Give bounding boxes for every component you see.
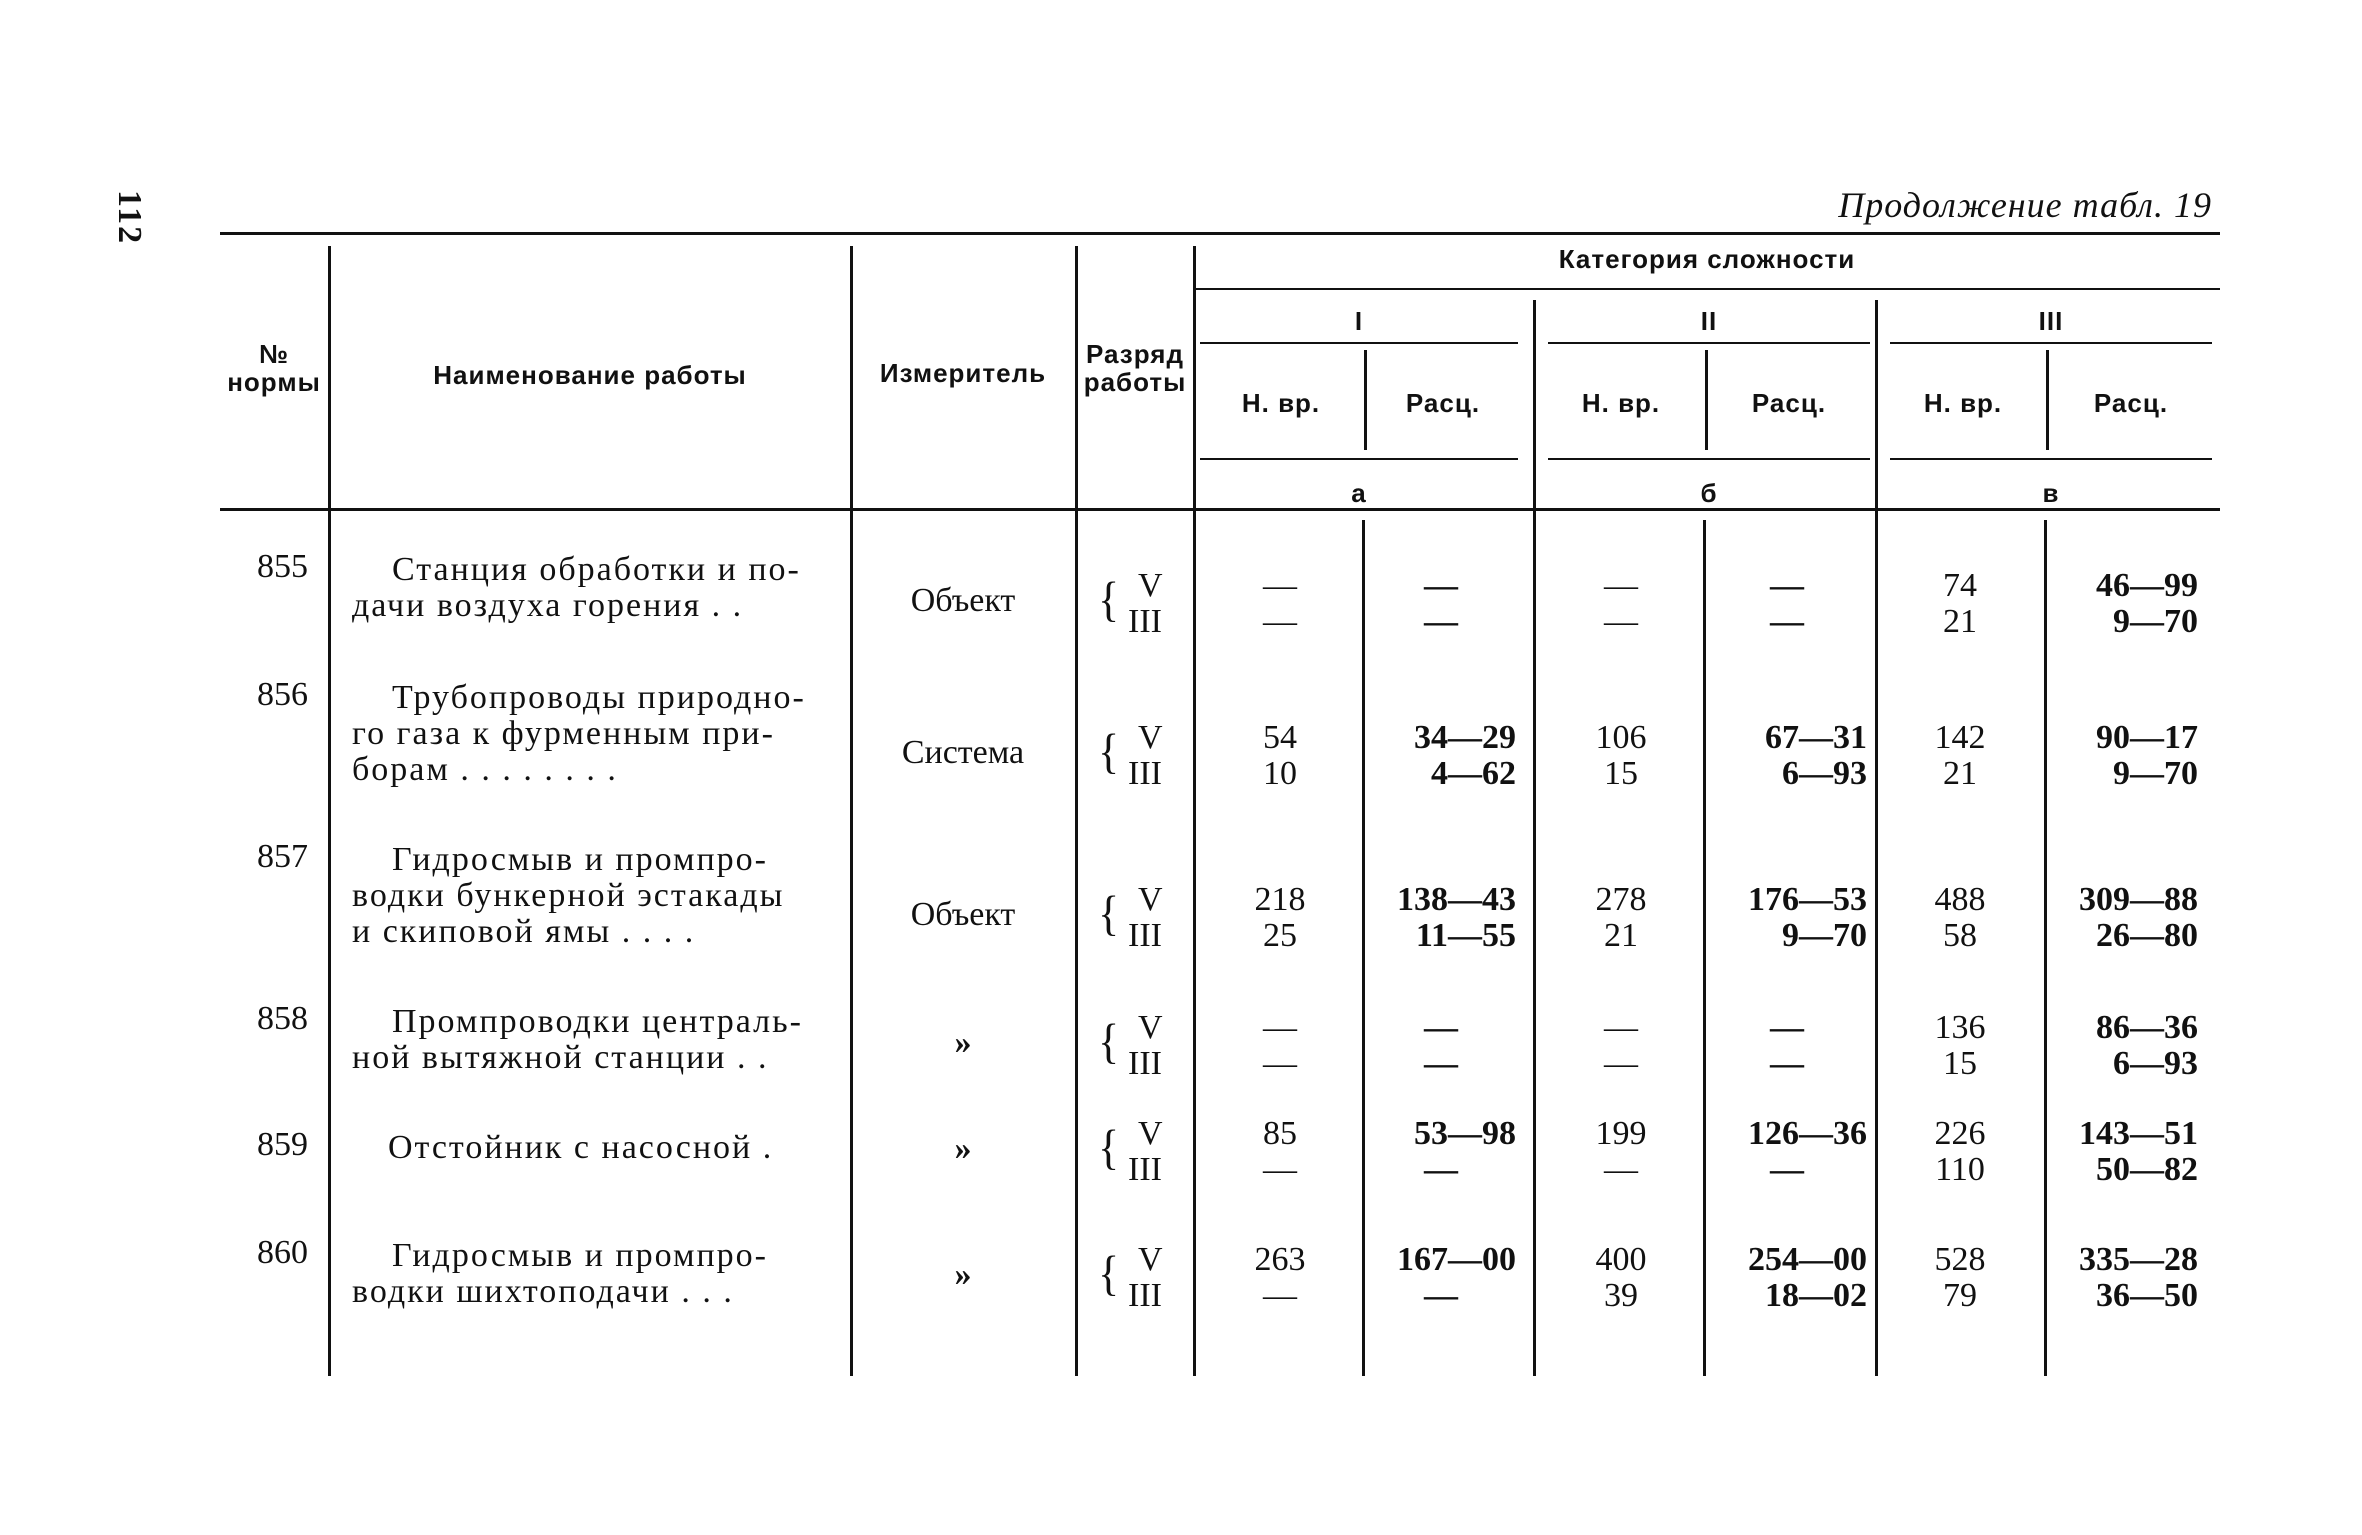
- norm-number: 858: [257, 1000, 308, 1037]
- value-cell: —: [1604, 1151, 1638, 1188]
- continuation-title: Продолжение табл. 19: [1838, 185, 2212, 225]
- value-cell: 74: [1943, 567, 1977, 604]
- col-rule-4: [1193, 246, 1196, 1376]
- norm-number: 855: [257, 548, 308, 585]
- value-cell: 136: [1934, 1009, 1986, 1046]
- header-category: Категория сложности: [1558, 244, 1856, 274]
- value-cell: 106: [1595, 719, 1647, 756]
- value-cell: 34—29: [1414, 719, 1516, 756]
- measure-unit: Объект: [910, 896, 1016, 933]
- header-group-2-letter: б: [1700, 478, 1718, 508]
- work-name-line: Промпроводки централь-: [392, 1003, 803, 1040]
- value-cell: 142: [1934, 719, 1986, 756]
- grade-value: V: [1138, 1115, 1163, 1152]
- value-cell: —: [1424, 1151, 1458, 1188]
- value-cell: 90—17: [2096, 719, 2198, 756]
- col-rule-8: [1875, 300, 1878, 1376]
- header-grade: [1079, 340, 1191, 396]
- grade-value: III: [1128, 755, 1162, 792]
- value-cell: —: [1263, 1009, 1297, 1046]
- value-cell: 278: [1595, 881, 1647, 918]
- group-rule-3: [1890, 342, 2212, 344]
- header-grade-line-1: Разряд: [1086, 339, 1184, 369]
- page-number: 112: [111, 190, 148, 246]
- header-rasc-1: Расц.: [1405, 388, 1481, 418]
- value-cell: 21: [1604, 917, 1638, 954]
- value-cell: 54: [1263, 719, 1297, 756]
- value-cell: —: [1770, 1045, 1804, 1082]
- value-cell: 176—53: [1748, 881, 1867, 918]
- value-cell: 50—82: [2096, 1151, 2198, 1188]
- grade-value: III: [1128, 917, 1162, 954]
- header-nvr-2: Н. вр.: [1581, 388, 1661, 418]
- value-cell: —: [1770, 603, 1804, 640]
- subhead-rule-2: [1548, 458, 1870, 460]
- group-rule-1: [1200, 342, 1518, 344]
- header-group-1-roman: I: [1354, 306, 1364, 336]
- col-rule-9-head: [2046, 350, 2049, 450]
- value-cell: 26—80: [2096, 917, 2198, 954]
- value-cell: 263: [1254, 1241, 1306, 1278]
- header-no: [222, 340, 326, 396]
- value-cell: —: [1263, 603, 1297, 640]
- header-measure: Измеритель: [879, 358, 1047, 388]
- work-name-line: Гидросмыв и промпро-: [392, 1237, 768, 1274]
- col-rule-7-body: [1703, 520, 1706, 1376]
- value-cell: 199: [1595, 1115, 1647, 1152]
- value-cell: 15: [1604, 755, 1638, 792]
- grade-brace: {: [1098, 572, 1120, 627]
- value-cell: 46—99: [2096, 567, 2198, 604]
- category-rule: [1195, 288, 2220, 290]
- work-name-line: водки бункерной эстакады: [352, 877, 785, 914]
- col-rule-5-head: [1364, 350, 1367, 450]
- norm-number: 856: [257, 676, 308, 713]
- header-nvr-1: Н. вр.: [1241, 388, 1321, 418]
- value-cell: —: [1263, 1277, 1297, 1314]
- header-group-2-roman: II: [1700, 306, 1718, 336]
- header-group-3-roman: III: [2038, 306, 2064, 336]
- work-name-line: Трубопроводы природно-: [392, 679, 806, 716]
- norm-number: 860: [257, 1234, 308, 1271]
- group-rule-2: [1548, 342, 1870, 344]
- col-rule-7-head: [1705, 350, 1708, 450]
- value-cell: 18—02: [1765, 1277, 1867, 1314]
- col-rule-3: [1075, 246, 1078, 1376]
- top-rule: [220, 232, 2220, 235]
- work-name-line: борам . . . . . . . .: [352, 751, 618, 788]
- value-cell: —: [1770, 1009, 1804, 1046]
- value-cell: 86—36: [2096, 1009, 2198, 1046]
- col-rule-9-body: [2044, 520, 2047, 1376]
- value-cell: 36—50: [2096, 1277, 2198, 1314]
- header-nvr-3: Н. вр.: [1923, 388, 2003, 418]
- value-cell: 335—28: [2079, 1241, 2198, 1278]
- header-name: Наименование работы: [433, 360, 747, 390]
- measure-unit: »: [954, 1130, 972, 1167]
- header-rasc-3: Расц.: [2093, 388, 2169, 418]
- norm-number: 857: [257, 838, 308, 875]
- value-cell: 488: [1934, 881, 1986, 918]
- value-cell: —: [1604, 567, 1638, 604]
- value-cell: —: [1263, 567, 1297, 604]
- value-cell: —: [1424, 1009, 1458, 1046]
- value-cell: 21: [1943, 603, 1977, 640]
- work-name-line: и скиповой ямы . . . .: [352, 913, 696, 950]
- value-cell: 126—36: [1748, 1115, 1867, 1152]
- value-cell: 110: [1935, 1151, 1985, 1188]
- value-cell: 39: [1604, 1277, 1638, 1314]
- col-rule-2: [850, 246, 853, 1376]
- value-cell: 254—00: [1748, 1241, 1867, 1278]
- header-grade-line-2: работы: [1083, 367, 1187, 397]
- value-cell: 9—70: [1782, 917, 1867, 954]
- grade-value: V: [1138, 567, 1163, 604]
- grade-brace: {: [1098, 886, 1120, 941]
- grade-value: V: [1138, 1241, 1163, 1278]
- value-cell: —: [1424, 1045, 1458, 1082]
- value-cell: 58: [1943, 917, 1977, 954]
- value-cell: 21: [1943, 755, 1977, 792]
- norm-number: 859: [257, 1126, 308, 1163]
- grade-brace: {: [1098, 1246, 1120, 1301]
- value-cell: —: [1424, 567, 1458, 604]
- value-cell: 11—55: [1415, 917, 1516, 954]
- grade-value: III: [1128, 1045, 1162, 1082]
- value-cell: 9—70: [2113, 755, 2198, 792]
- work-name-line: Гидросмыв и промпро-: [392, 841, 768, 878]
- work-name-line: ной вытяжной станции . .: [352, 1039, 769, 1076]
- value-cell: 9—70: [2113, 603, 2198, 640]
- subhead-rule-1: [1200, 458, 1518, 460]
- value-cell: —: [1604, 1045, 1638, 1082]
- value-cell: 309—88: [2079, 881, 2198, 918]
- header-no-line-2: нормы: [227, 367, 321, 397]
- col-rule-5-body: [1362, 520, 1365, 1376]
- value-cell: 400: [1595, 1241, 1647, 1278]
- grade-value: III: [1128, 603, 1162, 640]
- value-cell: —: [1604, 1009, 1638, 1046]
- value-cell: 85: [1263, 1115, 1297, 1152]
- value-cell: —: [1770, 1151, 1804, 1188]
- measure-unit: Объект: [910, 582, 1016, 619]
- work-name-line: го газа к фурменным при-: [352, 715, 775, 752]
- col-rule-6: [1533, 300, 1536, 1376]
- work-name-line: дачи воздуха горения . .: [352, 587, 744, 624]
- value-cell: —: [1424, 603, 1458, 640]
- value-cell: 218: [1254, 881, 1306, 918]
- grade-value: V: [1138, 719, 1163, 756]
- work-name-line: водки шихтоподачи . . .: [352, 1273, 734, 1310]
- header-group-3-letter: в: [2042, 478, 2060, 508]
- value-cell: 138—43: [1397, 881, 1516, 918]
- header-no-line-1: №: [259, 339, 289, 369]
- grade-value: III: [1128, 1277, 1162, 1314]
- value-cell: —: [1604, 603, 1638, 640]
- value-cell: 15: [1943, 1045, 1977, 1082]
- grade-value: V: [1138, 1009, 1163, 1046]
- grade-value: V: [1138, 881, 1163, 918]
- value-cell: 143—51: [2079, 1115, 2198, 1152]
- value-cell: 167—00: [1397, 1241, 1516, 1278]
- measure-unit: »: [954, 1024, 972, 1061]
- value-cell: —: [1770, 567, 1804, 604]
- measure-unit: Система: [901, 734, 1025, 771]
- value-cell: 79: [1943, 1277, 1977, 1314]
- value-cell: 528: [1934, 1241, 1986, 1278]
- value-cell: 4—62: [1431, 755, 1516, 792]
- grade-brace: {: [1098, 1014, 1120, 1069]
- value-cell: —: [1263, 1045, 1297, 1082]
- measure-unit: »: [954, 1256, 972, 1293]
- value-cell: 25: [1263, 917, 1297, 954]
- col-rule-1: [328, 246, 331, 1376]
- value-cell: 53—98: [1414, 1115, 1516, 1152]
- work-name-line: Отстойник с насосной .: [388, 1129, 774, 1166]
- header-rasc-2: Расц.: [1751, 388, 1827, 418]
- grade-brace: {: [1098, 724, 1120, 779]
- header-group-1-letter: а: [1351, 478, 1367, 508]
- value-cell: 226: [1934, 1115, 1986, 1152]
- grade-brace: {: [1098, 1120, 1120, 1175]
- value-cell: 6—93: [2113, 1045, 2198, 1082]
- subhead-rule-3: [1890, 458, 2212, 460]
- grade-value: III: [1128, 1151, 1162, 1188]
- value-cell: 67—31: [1765, 719, 1867, 756]
- value-cell: —: [1424, 1277, 1458, 1314]
- value-cell: 6—93: [1782, 755, 1867, 792]
- value-cell: 10: [1263, 755, 1297, 792]
- value-cell: —: [1263, 1151, 1297, 1188]
- work-name-line: Станция обработки и по-: [392, 551, 801, 588]
